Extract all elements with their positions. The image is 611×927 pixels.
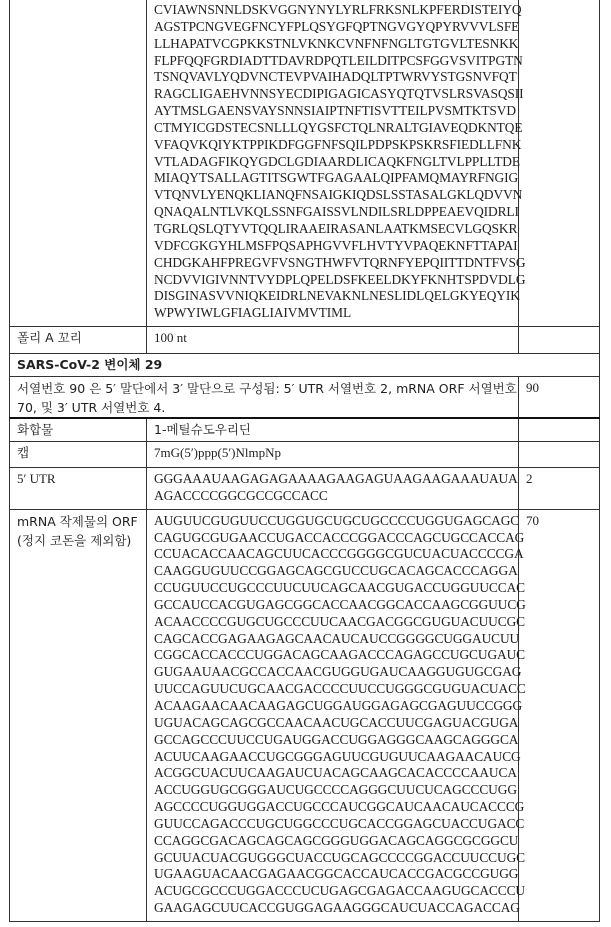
poly-a-row [10, 327, 600, 354]
variant-description-row [10, 377, 600, 419]
orf-sequence-line: ACUGCGCCCUGGACCCUCUGAGCGAGACCAAGUGCACCCU [154, 883, 518, 900]
orf-sequence-line: ACAAGAACAACAAGAGCUGGAUGGAGAGCGAGUUCCGGG [154, 698, 518, 715]
utr5-label: 5′ UTR [10, 468, 147, 510]
orf-sequence-line: UGAAGUACAACGAGAACGGCACCAUCACCGACGCCGUGG [154, 866, 518, 883]
poly-a-label: 폴리 A 꼬리 [10, 327, 147, 354]
protein-sequence-line: VDFCGKGYHLMSFPQSAPHGVVFLHVTYVPAQEKNFTTAPAI [154, 238, 518, 255]
protein-sequence-line: DISGINASVVNIQKEIDRLNEVAKNLNESLIDLQELGKYEQYIK [154, 288, 518, 305]
orf-label [10, 509, 147, 921]
cap-id-cell [519, 442, 600, 468]
orf-seq-id: 70 [519, 509, 600, 921]
orf-label-line-2: (정지 코돈을 제외함) [17, 531, 146, 550]
protein-sequence-line: NCDVVIGIVNNTVYDPLQPELDSFKEELDKYFKNHTSPDVDLG [154, 272, 518, 289]
orf-sequence-line: GAAGAGCUUCACCGUGGAGAAGGGCAUCUACCAGACCAG [154, 900, 518, 917]
orf-label-line-1: mRNA 작제물의 ORF [17, 512, 146, 531]
utr5-seq-id: 2 [519, 468, 600, 510]
prev-protein-sequence [147, 0, 519, 327]
utr5-sequence-line: AGACCCCGGCGCCGCCACC [154, 488, 518, 505]
prev-protein-id-cell [519, 0, 600, 327]
orf-sequence-line: CAAGGUGUUCCGGAGCAGCGUCCUGCACAGCACCCAGGA [154, 563, 518, 580]
poly-a-id-cell [519, 327, 600, 354]
compound-value: 1-메틸슈도우리딘 [147, 418, 519, 442]
protein-sequence-line: CHDGKAHFPREGVFVSNGTHWFVTQRNFYEPQIITTDNTFVSG [154, 255, 518, 272]
orf-row [10, 509, 600, 921]
orf-sequence-line: AUGUUCGUGUUCCUGGUGCUGCUGCCCCUGGUGAGCAGC [154, 513, 518, 530]
utr5-sequence-line: GGGAAAUAAGAGAGAAAAGAAGAGUAAGAAGAAAUAUA [154, 471, 518, 488]
variant-title: SARS-CoV-2 변이체 29 [10, 354, 600, 377]
protein-sequence-line: TSNQVAVLYQDVNCTEVPVAIHADQLTPTWRVYSTGSNVFQT [154, 69, 518, 86]
orf-sequence-line: CCUGUUCCUGCCCUUCUUCAGCAACGUGACCUGGUUCCAC [154, 580, 518, 597]
sequence-table [9, 0, 600, 922]
cap-value: 7mG(5′)ppp(5′)NlmpNp [147, 442, 519, 468]
variant-description [10, 377, 519, 419]
utr5-sequence [147, 468, 519, 510]
compound-row [10, 418, 600, 442]
protein-sequence-line: CVIAWNSNNLDSKVGGNYNYLYRLFRKSNLKPFERDISTEIYQ [154, 2, 518, 19]
orf-sequence-line: GUUCCAGACCCUGCUGGCCCUGCACCGGAGCUACCUGACC [154, 816, 518, 833]
protein-sequence-line: VTLADAGFIKQYGDCLGDIAARDLICAQKFNGLTVLPPLLTDE [154, 154, 518, 171]
prev-protein-row [10, 0, 600, 327]
description-line-2: 70, 및 3′ UTR 서열번호 4. [17, 398, 518, 417]
utr5-row [10, 468, 600, 510]
orf-sequence-line: AGCCCCUGGUGGACCUGCCCAUCGGCAUCAACAUCACCCG [154, 799, 518, 816]
protein-sequence-line: QNAQALNTLVKQLSSNFGAISSVLNDILSRLDPPEAEVQIDRLI [154, 204, 518, 221]
poly-a-value: 100 nt [147, 327, 519, 354]
protein-sequence-line: MIAQYTSALLAGTITSGWTFGAGAALQIPFAMQMAYRFNGIG [154, 170, 518, 187]
orf-sequence-line: GCCAUCCACGUGAGCGGCACCAACGGCACCAAGCGGUUCG [154, 597, 518, 614]
protein-sequence-line: CTMYICGDSTECSNLLLQYGSFCTQLNRALTGIAVEQDKNTQE [154, 120, 518, 137]
cap-label: 캡 [10, 442, 147, 468]
protein-sequence-line: VTQNVLYENQKLIANQFNSAIGKIQDSLSSTASALGKLQDVVN [154, 187, 518, 204]
protein-sequence-line: FLPFQQFGRDIADTTDAVRDPQTLEILDITPCSFGGVSVITPGTN [154, 53, 518, 70]
orf-sequence-line: ACGGCUACUUCAAGAUCUACAGCAAGCACACCCCAAUCA [154, 765, 518, 782]
variant-seq-id: 90 [519, 377, 600, 419]
protein-sequence-line: AGSTPCNGVEGFNCYFPLQSYGFQPTNGVGYQPYRVVVLSFE [154, 19, 518, 36]
orf-sequence-line: GCUUACUACGUGGGCUACCUGCAGCCCCGGACCUUCCUGC [154, 850, 518, 867]
orf-sequence-line: UGUACAGCAGCGCCAACAACUGCACCUUCGAGUACGUGA [154, 715, 518, 732]
compound-id-cell [519, 418, 600, 442]
compound-label: 화합물 [10, 418, 147, 442]
orf-sequence [147, 509, 519, 921]
description-line-1: 서열번호 90 은 5′ 말단에서 3′ 말단으로 구성됨: 5′ UTR 서열번호 2, mRNA ORF 서열번호 [17, 379, 518, 398]
orf-sequence-line: CAGUGCGUGAACCUGACCACCCGGACCCAGCUGCCACCAG [154, 530, 518, 547]
orf-sequence-line: UUCCAGUUCUGCAACGACCCCUUCCUGGGCGUGUACUACC [154, 681, 518, 698]
orf-sequence-line: ACCUGGUGCGGGAUCUGCCCCAGGGCUUCUCAGCCCUGG [154, 782, 518, 799]
orf-sequence-line: ACUUCAAGAACCUGCGGGAGUUCGUGUUCAAGAACAUCG [154, 749, 518, 766]
orf-sequence-line: GUGAAUAACGCCACCAACGUGGUGAUCAAGGUGUGCGAG [154, 664, 518, 681]
orf-sequence-line: CAGCACCGAGAAGAGCAACAUCAUCCGGGGCUGGAUCUU [154, 631, 518, 648]
cap-row [10, 442, 600, 468]
protein-sequence-line: WPWYIWLGFIAGLIAIVMVTIML [154, 305, 518, 322]
protein-sequence-line: AYTMSLGAENSVAYSNNSIAIPTNFTISVTTEILPVSMTKTSVD [154, 103, 518, 120]
protein-sequence-line: VFAQVKQIYKTPPIKDFGGFNFSQILPDPSKPSKRSFIEDLLFNK [154, 137, 518, 154]
variant-title-row [10, 354, 600, 377]
orf-sequence-line: CGGCACCACCCUGGACAGCAAGACCCAGAGCCUGCUGAUC [154, 647, 518, 664]
orf-sequence-line: ACAACCCCGUGCUGCCCUUCAACGACGGCGUGUACUUCGC [154, 614, 518, 631]
orf-sequence-line: CCUACACCAACAGCUUCACCCGGGGCGUCUACUACCCCGA [154, 546, 518, 563]
orf-sequence-line: CCAGGCGACAGCAGCAGCGGGUGGACAGCAGGCGCGGCU [154, 833, 518, 850]
orf-sequence-line: GCCAGCCCUUCCUGAUGGACCUGGAGGGCAAGCAGGGCA [154, 732, 518, 749]
prev-protein-label-cell [10, 0, 147, 327]
protein-sequence-line: TGRLQSLQTYVTQQLIRAAEIRASANLAATKMSECVLGQSKR [154, 221, 518, 238]
protein-sequence-line: LLHAPATVCGPKKSTNLVKNKCVNFNFNGLTGTGVLTESNKK [154, 36, 518, 53]
protein-sequence-line: RAGCLIGAEHVNNSYECDIPIGAGICASYQTQTVSLRSVASQSII [154, 86, 518, 103]
